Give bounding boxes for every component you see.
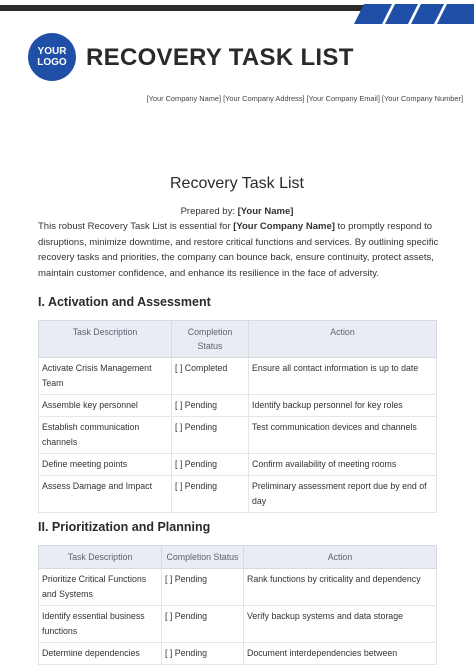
status-cell: [ ] Pending: [172, 476, 249, 513]
action-cell: Confirm availability of meeting rooms: [249, 454, 437, 476]
intro-part2: to promptly respond to disruptions, minimize downtime, and restore critical functions and services. By outlining specific recovery tasks and priorities, the company can bounce back, ensure continuity, protect assets, maintain customer confidence, and enhance its resilience in the face of adversity.: [38, 221, 439, 279]
column-header-task: Task Description: [39, 546, 162, 569]
status-cell: [ ] Pending: [172, 395, 249, 417]
action-cell: Verify backup systems and data storage: [244, 606, 437, 643]
table-header-row: [39, 546, 437, 569]
task-cell: Identify essential business functions: [39, 606, 162, 643]
column-header-action: Action: [249, 321, 437, 358]
document-title: Recovery Task List: [170, 175, 304, 192]
top-decoration-bar: [0, 4, 474, 20]
header-title: RECOVERY TASK LIST: [86, 44, 354, 71]
status-cell: [ ] Pending: [172, 454, 249, 476]
table-row: [39, 569, 437, 606]
intro-company: [Your Company Name]: [233, 221, 335, 232]
task-cell: Establish communication channels: [39, 417, 172, 454]
task-cell: Prioritize Critical Functions and Systems: [39, 569, 162, 606]
action-cell: Ensure all contact information is up to date: [249, 358, 437, 395]
task-cell: Determine dependencies: [39, 643, 162, 665]
blue-stripes-decoration: [354, 4, 474, 24]
activation-task-table: [38, 320, 437, 513]
table-row: [39, 358, 437, 395]
table-row: [39, 454, 437, 476]
status-cell: [ ] Pending: [172, 417, 249, 454]
intro-paragraph: [38, 219, 442, 281]
column-header-task: Task Description: [39, 321, 172, 358]
section-title-activation: I. Activation and Assessment: [38, 295, 211, 309]
column-header-status: Completion Status: [172, 321, 249, 358]
company-info-line: [Your Company Name] [Your Company Address] [Your Company Email] [Your Company Number]: [146, 94, 463, 103]
status-cell: [ ] Pending: [162, 569, 244, 606]
prepared-label: Prepared by:: [180, 206, 238, 217]
table-row: [39, 417, 437, 454]
prioritization-task-table: [38, 545, 437, 665]
table-header-row: [39, 321, 437, 358]
table-row: [39, 606, 437, 643]
page-header: [28, 33, 468, 81]
column-header-action: Action: [244, 546, 437, 569]
intro-part1: This robust Recovery Task List is essential for: [38, 221, 234, 232]
action-cell: Test communication devices and channels: [249, 417, 437, 454]
logo-line2: LOGO: [37, 57, 67, 68]
status-cell: [ ] Completed: [172, 358, 249, 395]
company-logo: [28, 33, 76, 81]
action-cell: Preliminary assessment report due by end of day: [249, 476, 437, 513]
task-cell: Define meeting points: [39, 454, 172, 476]
status-cell: [ ] Pending: [162, 643, 244, 665]
prepared-name: [Your Name]: [237, 206, 294, 217]
task-cell: Assemble key personnel: [39, 395, 172, 417]
column-header-status: Completion Status: [162, 546, 244, 569]
status-cell: [ ] Pending: [162, 606, 244, 643]
table-row: [39, 476, 437, 513]
logo-line1: YOUR: [37, 46, 67, 57]
action-cell: Rank functions by criticality and dependency: [244, 569, 437, 606]
section-title-prioritization: II. Prioritization and Planning: [38, 520, 211, 534]
task-cell: Activate Crisis Management Team: [39, 358, 172, 395]
task-cell: Assess Damage and Impact: [39, 476, 172, 513]
table-row: [39, 643, 437, 665]
table-row: [39, 395, 437, 417]
prepared-by: [0, 206, 474, 217]
action-cell: Identify backup personnel for key roles: [249, 395, 437, 417]
action-cell: Document interdependencies between: [244, 643, 437, 665]
